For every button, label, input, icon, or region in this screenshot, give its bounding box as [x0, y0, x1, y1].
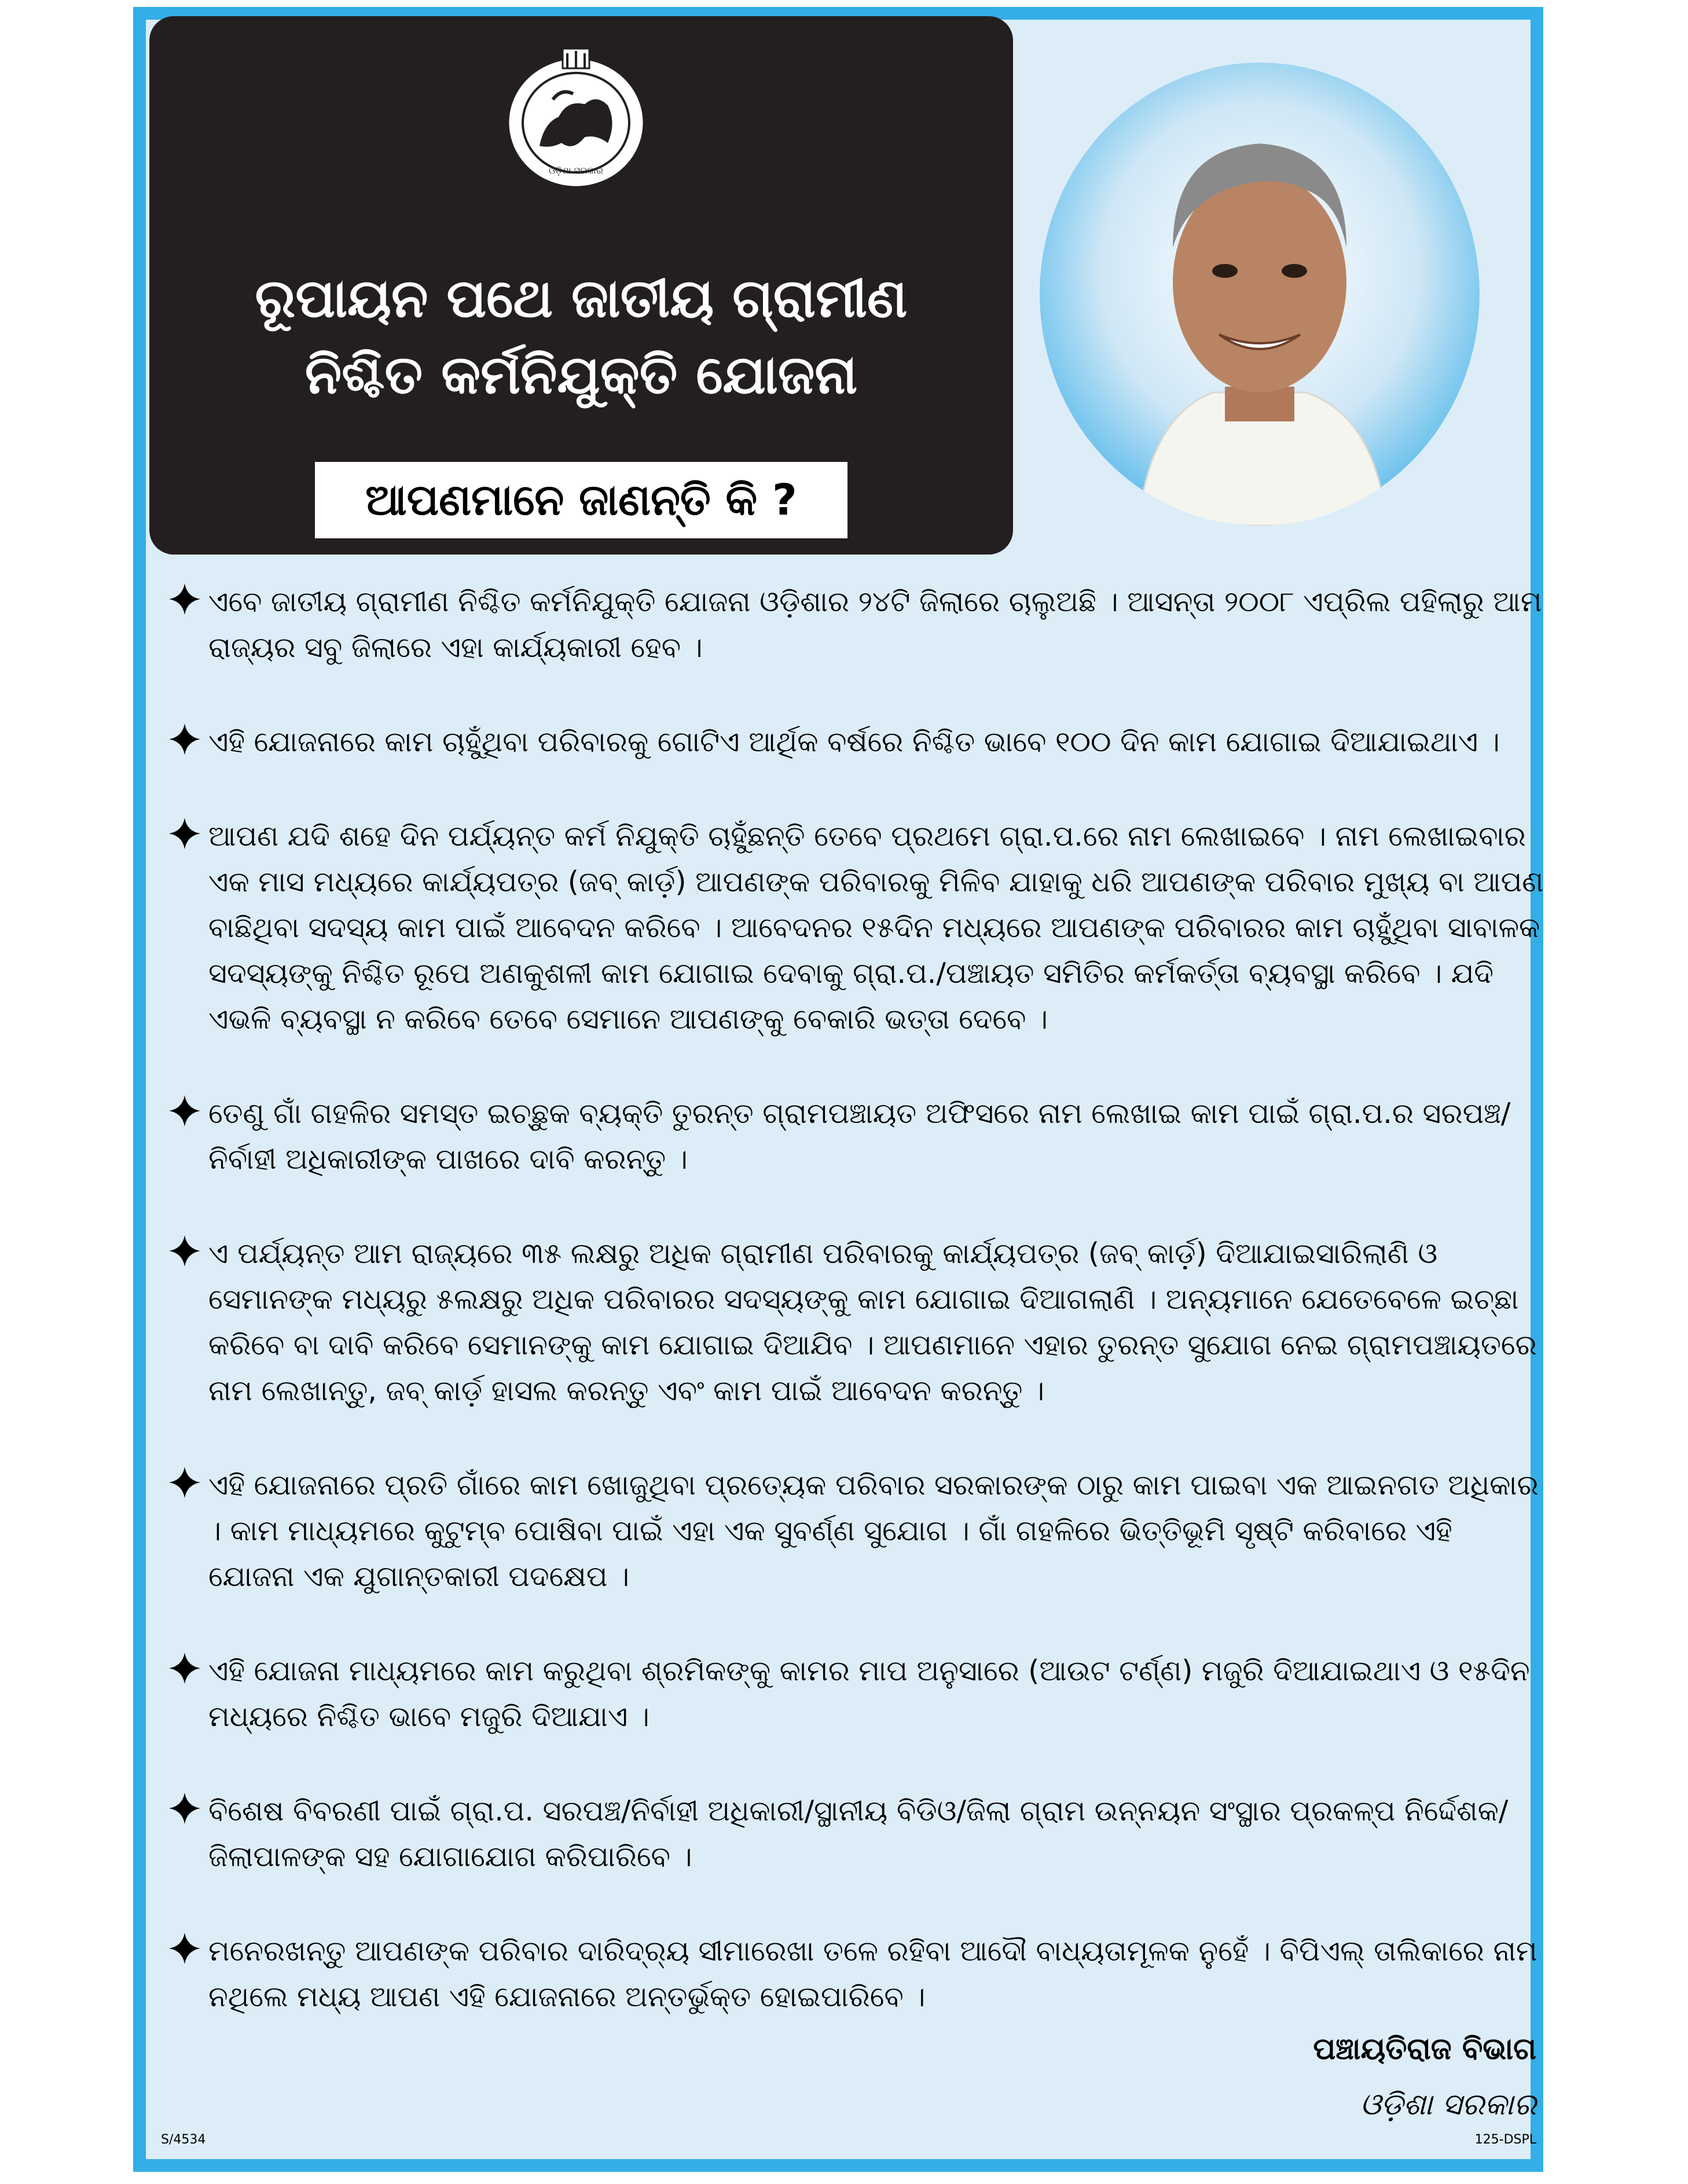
diamond-bullet-icon	[168, 1651, 201, 1685]
list-item	[168, 1928, 1546, 2020]
list-item	[168, 1231, 1546, 1414]
government-name: ଓଡ଼ିଶା ସରକାର	[1360, 2087, 1536, 2122]
list-item	[168, 813, 1546, 1042]
list-item	[168, 579, 1546, 670]
list-item-text: ବିଶେଷ ବିବରଣୀ ପାଇଁ ଗ୍ରା.ପ. ସରପଞ୍ଚ/ନିର୍ବାହୀ ଅଧିକାରୀ/ସ୍ଥାନୀୟ ବିଡିଓ/ଜିଲା ଗ୍ରାମ ଉନ୍ନୟନ ସଂସ୍ଥାର ପ୍ରକଳ୍ପ ନିର୍ଦ୍ଦେଶକ/ଜିଲାପାଳଙ୍କ ସହ ଯୋଗାଯୋଗ କରିପାରିବେ ।	[208, 1794, 1509, 1873]
diamond-bullet-icon	[168, 722, 201, 756]
diamond-bullet-icon	[168, 817, 201, 850]
list-item	[168, 1648, 1546, 1739]
title-line-1: ରୂପାୟନ ପଥେ ଜାତୀୟ ଗ୍ରାମୀଣ	[255, 267, 908, 329]
list-item-text: ମନେରଖନ୍ତୁ ଆପଣଙ୍କ ପରିବାର ଦାରିଦ୍ର୍ୟ ସୀମାରେଖା ତଳେ ରହିବା ଆଦୌ ବାଧ୍ୟତାମୂଳକ ନୁହେଁ । ବିପିଏଲ୍ ତାଲିକାରେ ନାମ ନଥିଲେ ମଧ୍ୟ ଆପଣ ଏହି ଯୋଜନାରେ ଅନ୍ତର୍ଭୁକ୍ତ ହୋଇପାରିବେ ।	[208, 1935, 1537, 2013]
list-item-text: ଏ ପର୍ଯ୍ୟନ୍ତ ଆମ ରାଜ୍ୟରେ ୩୫ ଲକ୍ଷରୁ ଅଧିକ ଗ୍ରାମୀଣ ପରିବାରକୁ କାର୍ଯ୍ୟପତ୍ର (ଜବ୍ କାର୍ଡ଼) ଦିଆଯାଇସାରିଲାଣି ଓ ସେମାନଙ୍କ ମଧ୍ୟରୁ ୫ଲକ୍ଷରୁ ଅଧିକ ପରିବାରର ସଦସ୍ୟଙ୍କୁ କାମ ଯୋଗାଇ ଦିଆଗଲାଣି । ଅନ୍ୟମାନେ ଯେତେବେଳେ ଇଚ୍ଛା କରିବେ ବା ଦାବି କରିବେ ସେମାନଙ୍କୁ କାମ ଯୋଗାଇ ଦିଆଯିବ । ଆପଣମାନେ ଏହାର ତୁରନ୍ତ ସୁଯୋଗ ନେଇ ଗ୍ରାମପଞ୍ଚାୟତରେ ନାମ ଲେଖାନ୍ତୁ, ଜବ୍ କାର୍ଡ଼ ହାସଲ କରନ୍ତୁ ଏବଂ କାମ ପାଇଁ ଆବେଦନ କରନ୍ତୁ ।	[208, 1237, 1537, 1407]
subtitle: ଆପଣମାନେ ଜାଣନ୍ତି କି ?	[315, 462, 847, 538]
page-title	[149, 260, 1013, 413]
list-item-text: ଏହି ଯୋଜନା ମାଧ୍ୟମରେ କାମ କରୁଥିବା ଶ୍ରମିକଙ୍କୁ କାମର ମାପ ଅନୁସାରେ (ଆଉଟ ଟର୍ଣ୍ଣ) ମଜୁରି ଦିଆଯାଇଥାଏ ଓ ୧୫ଦିନ ମଧ୍ୟରେ ନିଶ୍ଚିତ ଭାବେ ମଜୁରି ଦିଆଯାଏ ।	[208, 1654, 1530, 1733]
list-item-text: ଏବେ ଜାତୀୟ ଗ୍ରାମୀଣ ନିଶ୍ଚିତ କର୍ମନିଯୁକ୍ତି ଯୋଜନା ଓଡ଼ିଶାର ୨୪ଟି ଜିଲାରେ ଚାଲୁଅଛି । ଆସନ୍ତା ୨୦୦୮ ଏପ୍ରିଲ ପହିଲାରୁ ଆମ ରାଜ୍ୟର ସବୁ ଜିଲାରେ ଏହା କାର୍ଯ୍ୟକାରୀ ହେବ ।	[208, 585, 1542, 664]
ad-code: S/4534	[161, 2132, 206, 2147]
print-code: 125-DSPL	[1474, 2132, 1536, 2147]
diamond-bullet-icon	[168, 1792, 201, 1825]
list-item-text: ତେଣୁ ଗାଁ ଗହଳିର ସମସ୍ତ ଇଚ୍ଛୁକ ବ୍ୟକ୍ତି ତୁରନ୍ତ ଗ୍ରାମପଞ୍ଚାୟତ ଅଫିସରେ ନାମ ଲେଖାଇ କାମ ପାଇଁ ଗ୍ରା.ପ.ର ସରପଞ୍ଚ/ନିର୍ବାହୀ ଅଧିକାରୀଙ୍କ ପାଖରେ ଦାବି କରନ୍ତୁ ।	[208, 1097, 1511, 1176]
diamond-bullet-icon	[168, 582, 201, 616]
list-item	[168, 1091, 1546, 1182]
diamond-bullet-icon	[168, 1094, 201, 1128]
seal-text: ଓଡ଼ିଶା ସରକାର	[549, 165, 603, 176]
list-item	[168, 1462, 1546, 1599]
odisha-govt-seal-icon	[498, 36, 654, 192]
list-item-text: ଏହି ଯୋଜନାରେ କାମ ଚାହୁଁଥିବା ପରିବାରକୁ ଗୋଟିଏ ଆର୍ଥିକ ବର୍ଷରେ ନିଶ୍ଚିତ ଭାବେ ୧୦୦ ଦିନ କାମ ଯୋଗାଇ ଦିଆଯାଇଥାଏ ।	[208, 725, 1500, 758]
diamond-bullet-icon	[168, 1234, 201, 1268]
portrait-photo	[1040, 63, 1480, 526]
list-item	[168, 719, 1546, 765]
diamond-bullet-icon	[168, 1932, 201, 1965]
department-name: ପଞ୍ଚାୟତିରାଜ ବିଭାଗ	[1313, 2032, 1536, 2066]
list-item-text: ଏହି ଯୋଜନାରେ ପ୍ରତି ଗାଁରେ କାମ ଖୋଜୁଥିବା ପ୍ରତ୍ୟେକ ପରିବାର ସରକାରଙ୍କ ଠାରୁ କାମ ପାଇବା ଏକ ଆଇନଗତ ଅଧିକାର । କାମ ମାଧ୍ୟମରେ କୁଟୁମ୍ବ ପୋଷିବା ପାଇଁ ଏହା ଏକ ସୁବର୍ଣ୍ଣ ସୁଯୋଗ । ଗାଁ ଗହଳିରେ ଭିତ୍ତିଭୂମି ସୃଷ୍ଟି କରିବାରେ ଏହି ଯୋଜନା ଏକ ଯୁଗାନ୍ତକାରୀ ପଦକ୍ଷେପ ।	[208, 1469, 1539, 1593]
title-line-2: ନିଶ୍ଚିତ କର୍ମନିଯୁକ୍ତି ଯୋଜନା	[304, 344, 858, 406]
list-item	[168, 1788, 1546, 1880]
diamond-bullet-icon	[168, 1466, 201, 1499]
list-item-text: ଆପଣ ଯଦି ଶହେ ଦିନ ପର୍ଯ୍ୟନ୍ତ କର୍ମ ନିଯୁକ୍ତି ଚାହୁଁଛନ୍ତି ତେବେ ପ୍ରଥମେ ଗ୍ରା.ପ.ରେ ନାମ ଲେଖାଇବେ । ନାମ ଲେଖାଇବାର ଏକ ମାସ ମଧ୍ୟରେ କାର୍ଯ୍ୟପତ୍ର (ଜବ୍ କାର୍ଡ଼) ଆପଣଙ୍କ ପରିବାରକୁ ମିଳିବ ଯାହାକୁ ଧରି ଆପଣଙ୍କ ପରିବାର ମୁଖ୍ୟ ବା ଆପଣ ବାଛିଥିବା ସଦସ୍ୟ କାମ ପାଇଁ ଆବେଦନ କରିବେ । ଆବେଦନର ୧୫ଦିନ ମଧ୍ୟରେ ଆପଣଙ୍କ ପରିବାରର କାମ ଚାହୁଁଥିବା ସାବାଳକ ସଦସ୍ୟଙ୍କୁ ନିଶ୍ଚିତ ରୂପେ ଅଣକୁଶଳୀ କାମ ଯୋଗାଇ ଦେବାକୁ ଗ୍ରା.ପ./ପଞ୍ଚାୟତ ସମିତିର କର୍ମକର୍ତ୍ତା ବ୍ୟବସ୍ଥା କରିବେ । ଯଦି ଏଭଳି ବ୍ୟବସ୍ଥା ନ କରିବେ ତେବେ ସେମାନେ ଆପଣଙ୍କୁ ବେକାରି ଭତ୍ତା ଦେବେ ।	[208, 820, 1544, 1036]
info-list	[168, 579, 1546, 2068]
